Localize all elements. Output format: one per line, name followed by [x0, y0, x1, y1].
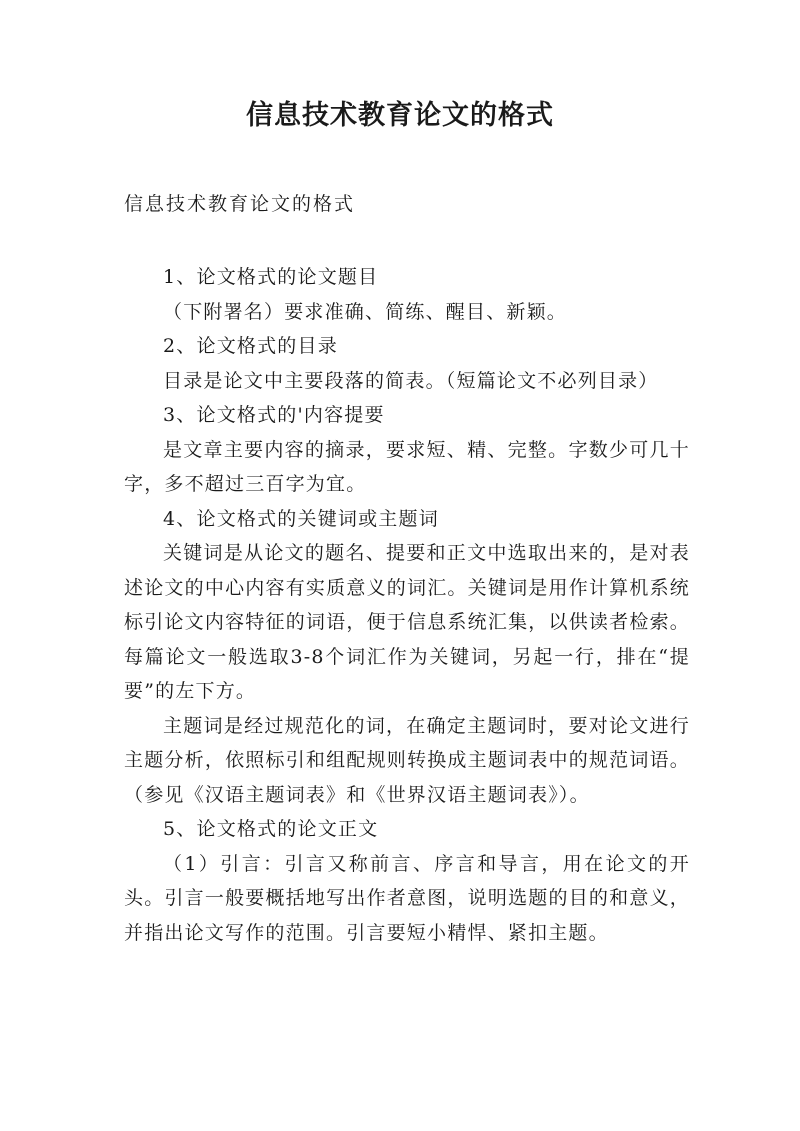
document-body	[124, 260, 690, 950]
paragraph-heading-4: 4、论文格式的关键词或主题词	[163, 507, 439, 530]
document-subtitle: 信息技术教育论文的格式	[124, 193, 356, 215]
paragraph-heading-1: 1、论文格式的论文题目	[163, 266, 379, 288]
paragraph: （下附署名）要求准确、简练、醒目、新颖。	[163, 300, 568, 323]
paragraph: 关键词是从论文的题名、提要和正文中选取出来的，是对表述论文的中心内容有实质意义的词汇。关键词是用作计算机系统标引论文内容特征的词语，便于信息系统汇集，以供读者检索。每篇论文一般选取3-8个词汇作为关键词，另起一行，排在“提要”的左下方。	[124, 542, 690, 702]
paragraph: （1）引言：引言又称前言、序言和导言，用在论文的开头。引言一般要概括地写出作者意图，说明选题的目的和意义，并指出论文写作的范围。引言要短小精悍、紧扣主题。	[124, 852, 690, 944]
paragraph: 目录是论文中主要段落的简表。（短篇论文不必列目录）	[163, 369, 659, 392]
paragraph: 主题词是经过规范化的词，在确定主题词时，要对论文进行主题分析，依照标引和组配规则转换成主题词表中的规范词语。（参见《汉语主题词表》和《世界汉语主题词表》）。	[124, 714, 690, 806]
paragraph-heading-3: 3、论文格式的'内容提要	[163, 404, 385, 426]
paragraph-heading-2: 2、论文格式的目录	[163, 335, 338, 357]
paragraph-heading-5: 5、论文格式的论文正文	[163, 818, 379, 840]
paragraph: 是文章主要内容的摘录，要求短、精、完整。字数少可几十字，多不超过三百字为宜。	[124, 438, 690, 495]
document-title: 信息技术教育论文的格式	[246, 100, 554, 131]
